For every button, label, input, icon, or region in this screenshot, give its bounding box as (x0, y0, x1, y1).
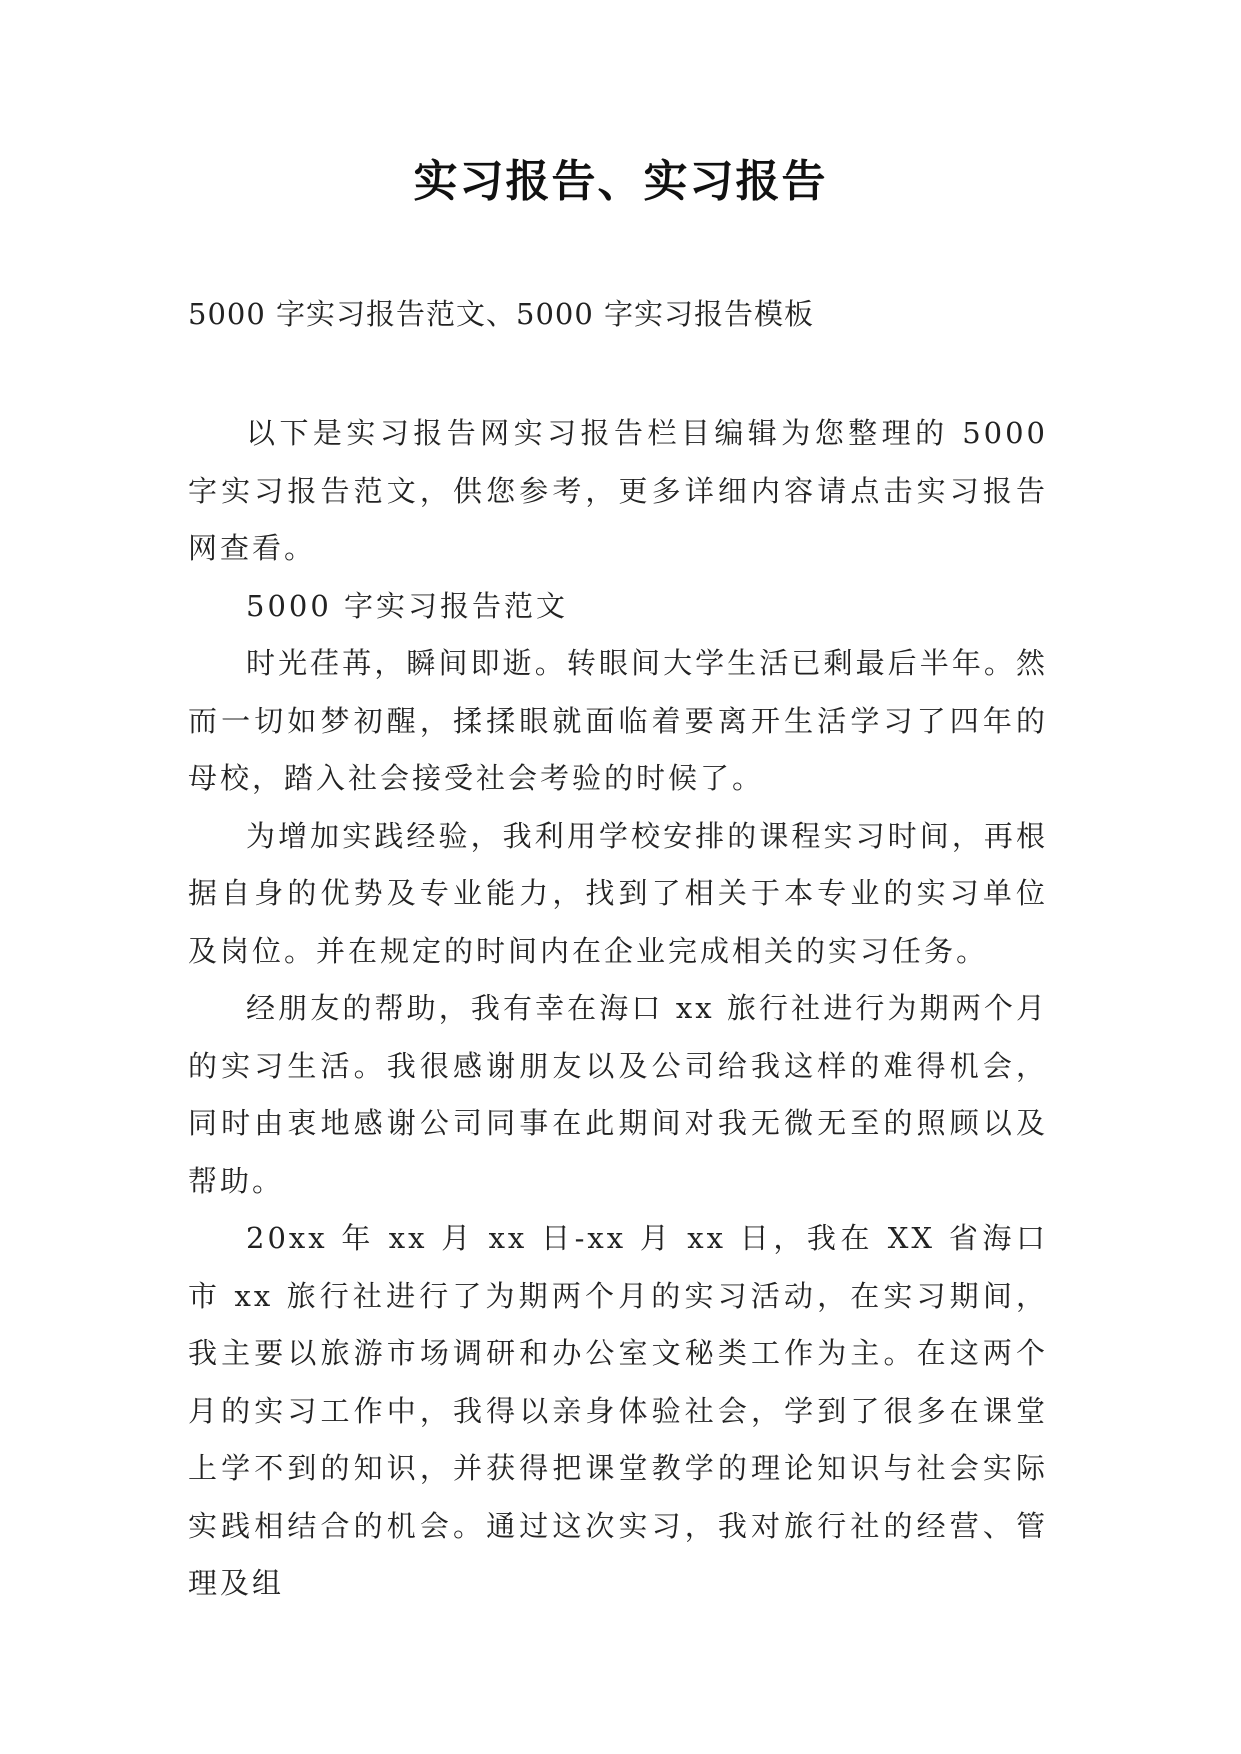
document-title: 实习报告、实习报告 (413, 156, 828, 207)
document-body (188, 405, 1048, 1613)
paragraph-time: 时光荏苒，瞬间即逝。转眼间大学生活已剩最后半年。然而一切如梦初醒，揉揉眼就面临着要离开生活学习了四年的母校，踏入社会接受社会考验的时候了。 (188, 646, 1048, 795)
paragraph-friends: 经朋友的帮助，我有幸在海口 xx 旅行社进行为期两个月的实习生活。我很感谢朋友以及公司给我这样的难得机会，同时由衷地感谢公司同事在此期间对我无微无至的照顾以及帮助。 (188, 991, 1048, 1198)
paragraph-practice: 为增加实践经验，我利用学校安排的课程实习时间，再根据自身的优势及专业能力，找到了相关于本专业的实习单位及岗位。并在规定的时间内在企业完成相关的实习任务。 (188, 818, 1048, 968)
paragraph-internship: 20xx 年 xx 月 xx 日-xx 月 xx 日，我在 XX 省海口市 xx 旅行社进行了为期两个月的实习活动，在实习期间，我主要以旅游市场调研和办公室文秘类工作为主。在这两个月的实习工作中，我得以亲身体验社会，学到了很多在课堂上学不到的知识，并获得把课堂教学的理论知识与社会实际实践相结合的机会。通过这次实习，我对旅行社的经营、管理及组 (188, 1221, 1048, 1600)
paragraph-intro: 以下是实习报告网实习报告栏目编辑为您整理的 5000 字实习报告范文，供您参考，更多详细内容请点击实习报告网查看。 (188, 416, 1048, 565)
document-subtitle: 5000 字实习报告范文、5000 字实习报告模板 (188, 297, 815, 331)
paragraph-heading: 5000 字实习报告范文 (246, 588, 569, 623)
